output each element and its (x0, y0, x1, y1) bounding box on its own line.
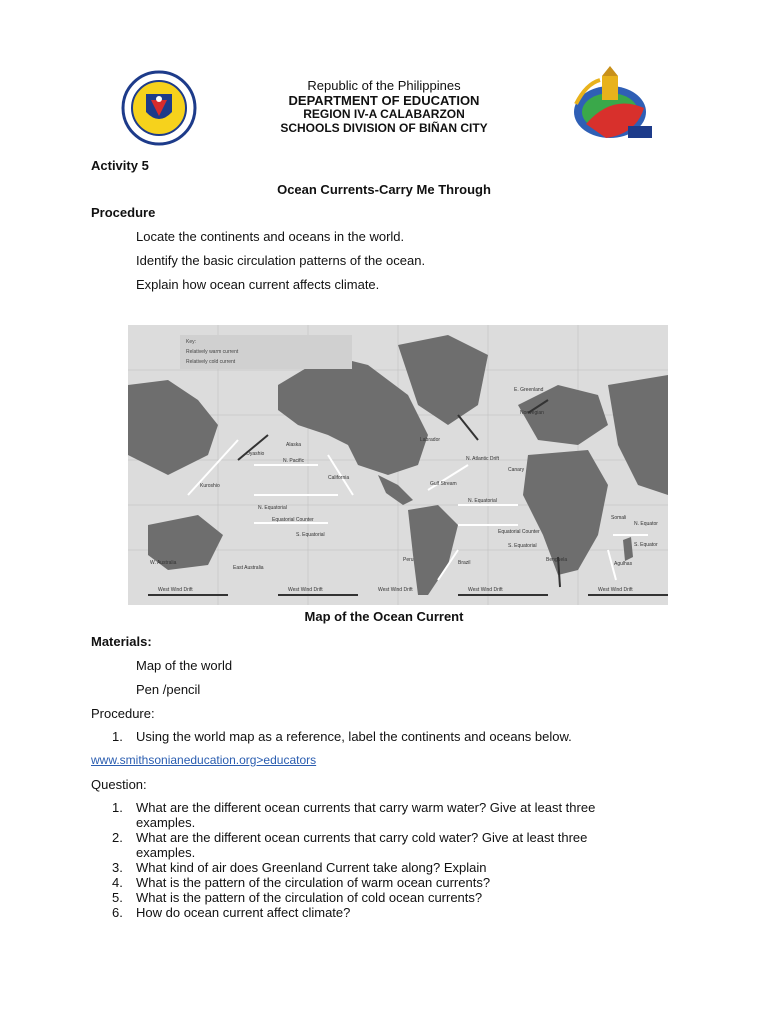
map-label: N. Equatorial (258, 505, 287, 511)
question-text: What is the pattern of the circulation of warm ocean currents? (136, 875, 491, 890)
ocean-current-map (128, 325, 668, 605)
objective-item: Locate the continents and oceans in the world. (136, 229, 405, 244)
question-heading: Question: (91, 777, 147, 792)
procedure2-step: Using the world map as a reference, label the continents and oceans below. (136, 729, 572, 744)
map-label: West Wind Drift (598, 587, 633, 593)
question-number: 6. (112, 905, 123, 920)
map-label: Kuroshio (200, 483, 220, 489)
map-label: N. Atlantic Drift (466, 456, 500, 462)
question-text: What is the pattern of the circulation of cold ocean currents? (136, 890, 483, 905)
question-number: 3. (112, 860, 123, 875)
map-label: East Australia (233, 565, 264, 571)
map-label: Equatorial Counter (272, 517, 314, 523)
map-label: Oyashio (246, 451, 265, 457)
objective-item: Identify the basic circulation patterns of the ocean. (136, 253, 426, 268)
map-label: Benguela (546, 557, 568, 563)
map-key-label: Key: (186, 339, 197, 345)
question-text: What kind of air does Greenland Current take along? Explain (136, 860, 487, 875)
map-key (180, 335, 352, 369)
question-item (112, 860, 632, 875)
map-label: E. Greenland (514, 387, 544, 393)
question-number: 1. (112, 800, 123, 815)
question-text: How do ocean current affect climate? (136, 905, 351, 920)
question-text: What are the different ocean currents that carry cold water? Give at least three examples. (136, 830, 588, 860)
question-number: 4. (112, 875, 123, 890)
map-label: Norwegian (520, 410, 544, 416)
map-label: Gulf Stream (430, 481, 457, 487)
question-list (112, 800, 632, 920)
map-label: Labrador (420, 437, 441, 443)
reference-link[interactable]: www.smithsonianeducation.org>educators (91, 753, 317, 767)
map-label: N. Equator (634, 521, 658, 527)
question-item (112, 890, 632, 905)
map-label: N. Pacific (283, 458, 305, 464)
map-key-cold: Relatively cold current (186, 359, 236, 365)
map-label: Canary (508, 467, 525, 473)
map-label: Peru (403, 557, 414, 563)
map-label: S. Equatorial (296, 532, 325, 538)
map-label: West Wind Drift (468, 587, 503, 593)
material-item: Pen /pencil (136, 682, 201, 697)
header-department: DEPARTMENT OF EDUCATION (288, 93, 480, 108)
map-caption: Map of the Ocean Current (304, 609, 464, 624)
question-item (112, 905, 632, 920)
map-label: Somali (611, 515, 627, 521)
question-item (112, 830, 632, 860)
map-label: S. Equatorial (508, 543, 537, 549)
map-label: Equatorial Counter (498, 529, 540, 535)
material-item: Map of the world (136, 658, 233, 673)
header-division: SCHOOLS DIVISION OF BIÑAN CITY (280, 121, 488, 135)
objective-item: Explain how ocean current affects climate. (136, 277, 380, 292)
question-number: 5. (112, 890, 123, 905)
map-label: N. Equatorial (468, 498, 497, 504)
question-text: What are the different ocean currents that carry warm water? Give at least three examples. (136, 800, 596, 830)
map-label: W. Australia (150, 560, 177, 566)
question-item (112, 875, 632, 890)
map-label: S. Equator (634, 542, 658, 548)
materials-heading: Materials: (91, 634, 152, 649)
map-label: Brazil (458, 560, 471, 566)
map-label: Alaska (286, 442, 302, 448)
question-item (112, 800, 632, 830)
activity-label: Activity 5 (91, 158, 149, 173)
header-republic: Republic of the Philippines (307, 78, 461, 93)
header-region: REGION IV-A CALABARZON (303, 107, 465, 121)
activity-title: Ocean Currents-Carry Me Through (277, 182, 491, 197)
procedure2-heading: Procedure: (91, 706, 155, 721)
question-number: 2. (112, 830, 123, 845)
procedure2-step-number: 1. (112, 729, 123, 744)
map-label: West Wind Drift (288, 587, 323, 593)
procedure-heading: Procedure (91, 205, 156, 220)
map-label: West Wind Drift (158, 587, 193, 593)
map-label: West Wind Drift (378, 587, 413, 593)
map-label: California (328, 475, 350, 481)
map-label: Agulhas (614, 561, 633, 567)
map-key-warm: Relatively warm current (186, 349, 239, 355)
